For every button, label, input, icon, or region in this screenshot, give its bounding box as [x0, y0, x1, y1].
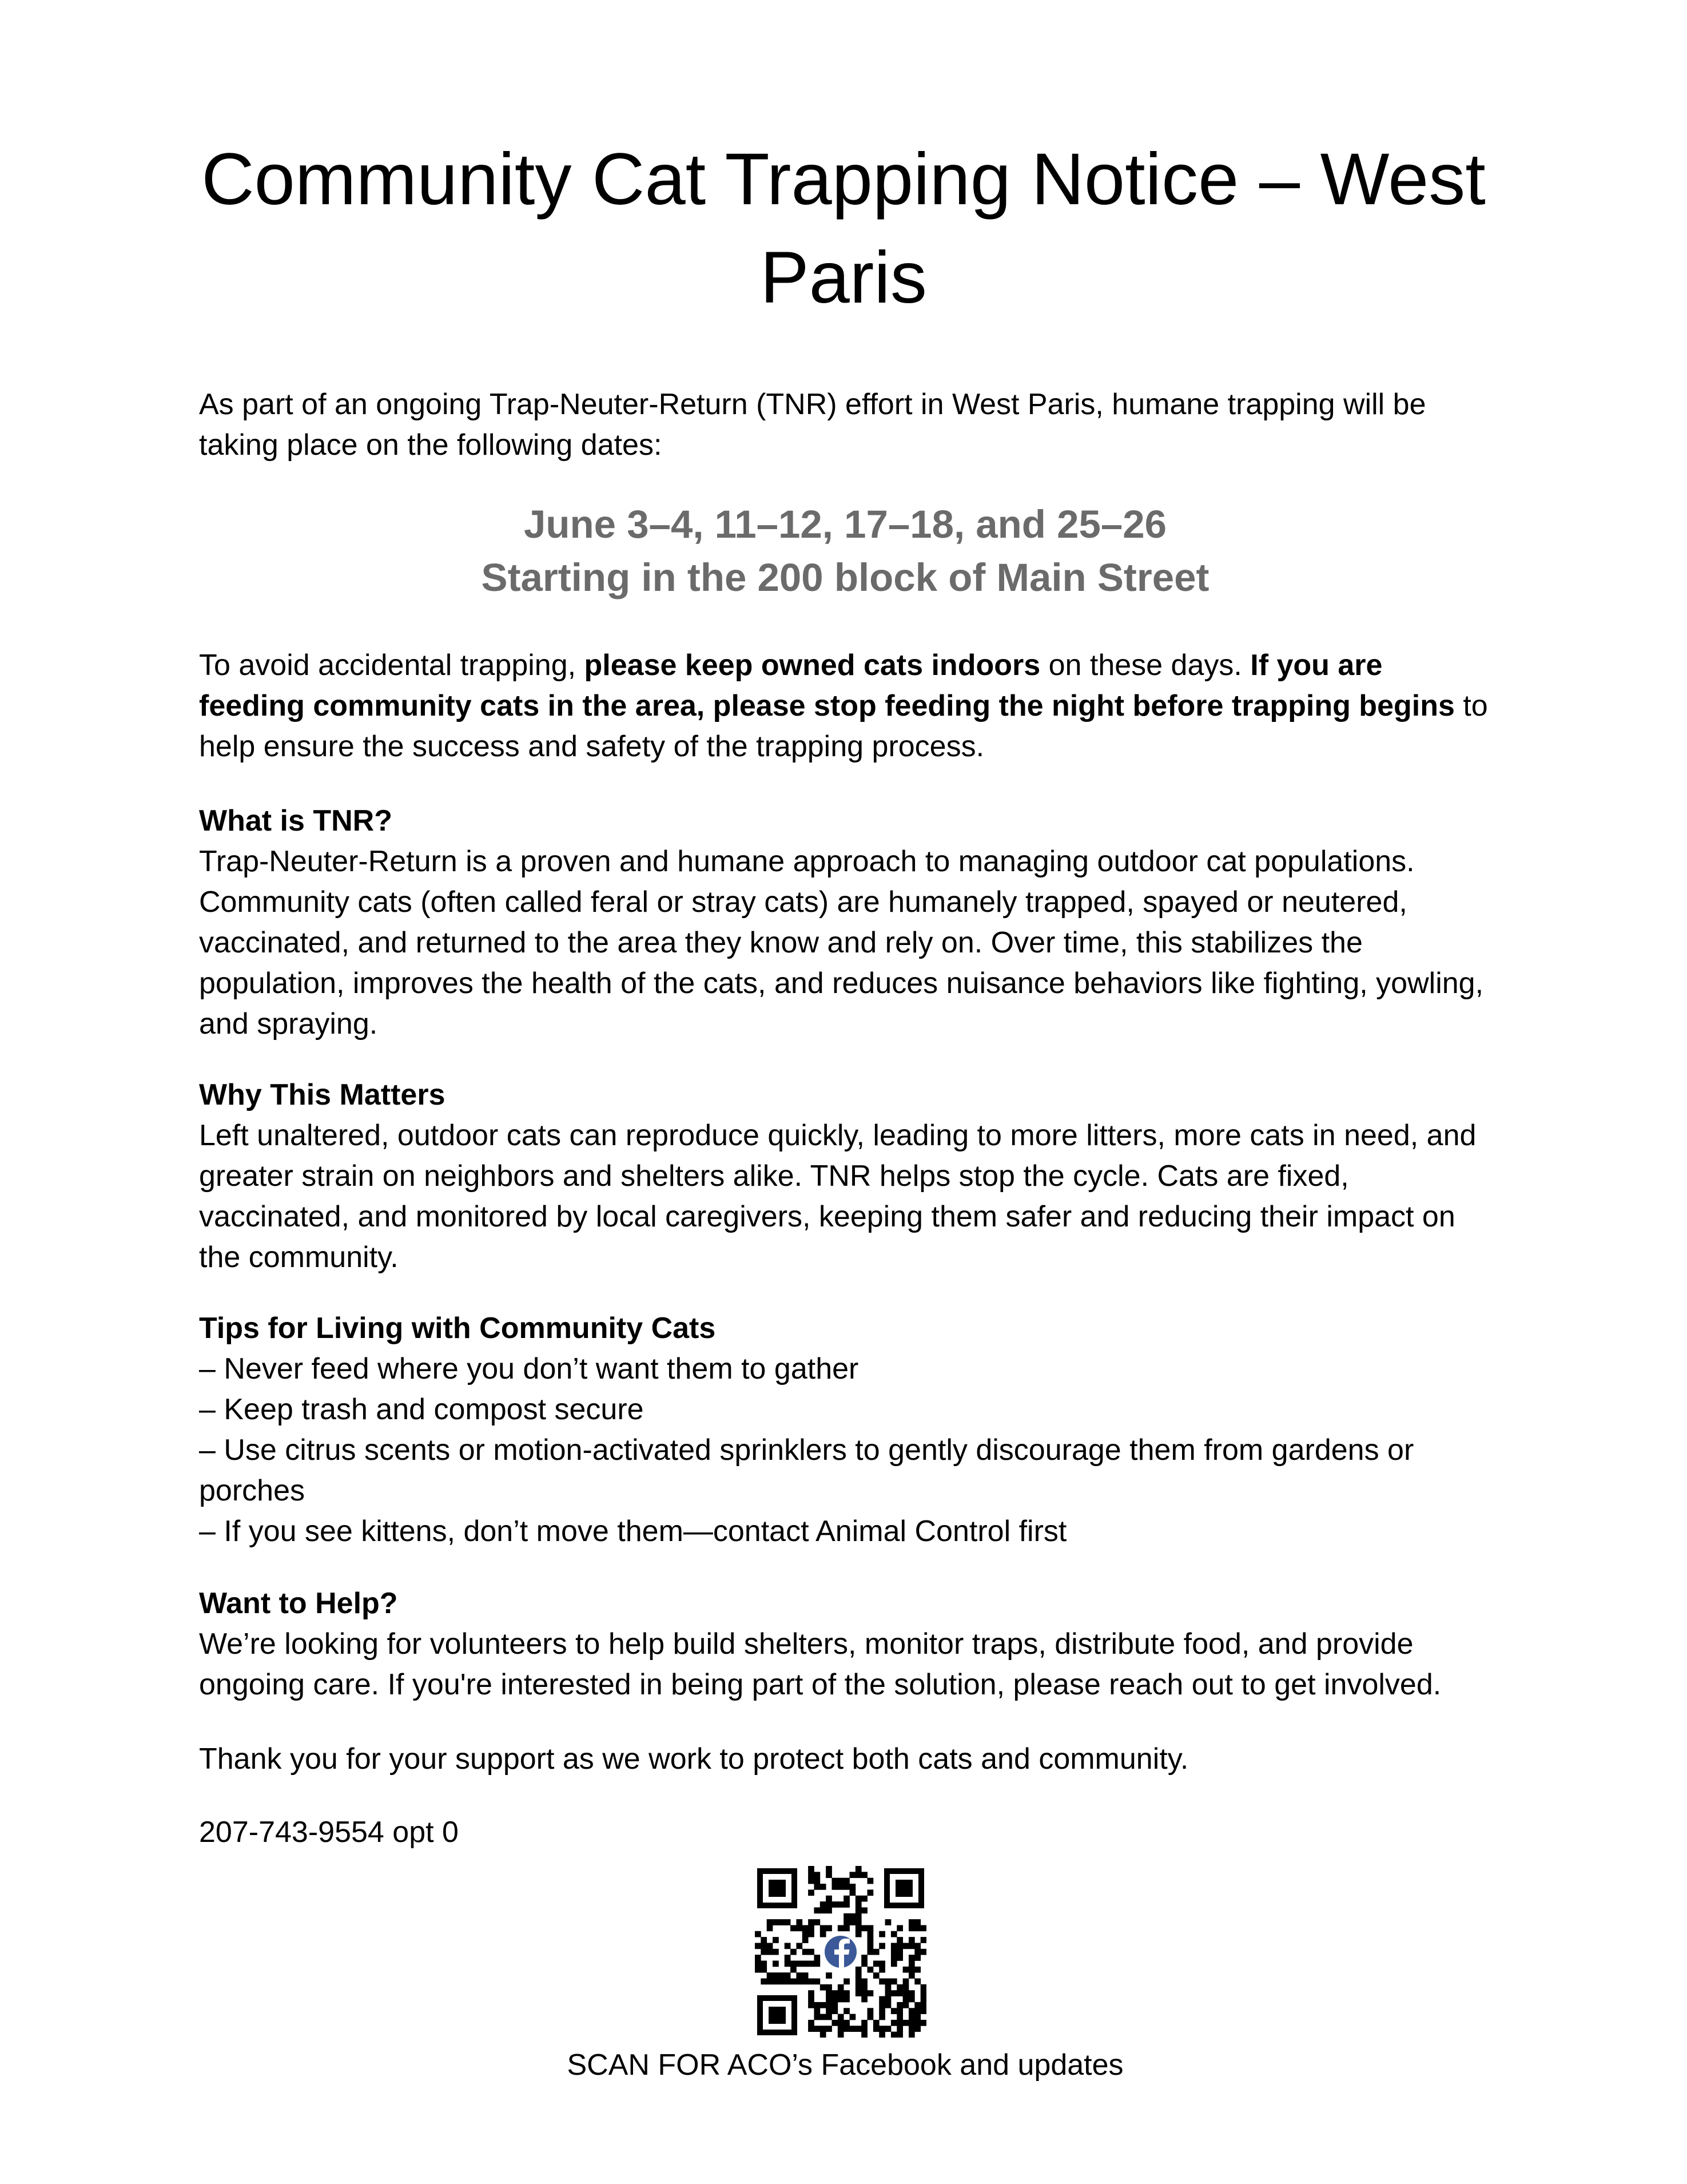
- tip-item: – Keep trash and compost secure: [199, 1393, 644, 1426]
- what-is-tnr-heading: What is TNR?: [199, 804, 392, 837]
- tips-heading: Tips for Living with Community Cats: [199, 1312, 716, 1345]
- avoid-text-3: to help ensure the success and safety of the trapping process.: [199, 689, 1488, 763]
- what-is-tnr-section: [199, 801, 1491, 1045]
- trapping-dates: June 3–4, 11–12, 17–18, and 25–26: [523, 502, 1167, 546]
- qr-caption: SCAN FOR ACO’s Facebook and updates: [567, 2048, 1124, 2082]
- avoid-bold-1: please keep owned cats indoors: [584, 649, 1041, 682]
- qr-code-graphic: [755, 1866, 926, 2038]
- want-to-help-text: We’re looking for volunteers to help build shelters, monitor traps, distribute food, and provide ongoing care. If you're interested in being part of the solution, please reach out to get involved.: [199, 1627, 1442, 1701]
- avoid-trapping-paragraph: [199, 645, 1491, 767]
- want-to-help-section: [199, 1583, 1491, 1705]
- thank-you-text: Thank you for your support as we work to protect both cats and community.: [199, 1742, 1189, 1776]
- avoid-text-1: To avoid accidental trapping,: [199, 649, 584, 682]
- page-title: Community Cat Trapping Notice – West Paris: [201, 138, 1486, 319]
- tip-item: – Use citrus scents or motion-activated sprinklers to gently discourage them from gardens or porches: [199, 1434, 1414, 1507]
- want-to-help-heading: Want to Help?: [199, 1587, 398, 1620]
- avoid-text-2: on these days.: [1040, 649, 1251, 682]
- why-this-matters-text: Left unaltered, outdoor cats can reproduce quickly, leading to more litters, more cats in need, and greater strain on neighbors and shelters alike. TNR helps stop the cycle. Cats are fixed, vaccinated, and monitored by local caregivers, keeping them safer and reducing their impact on the community.: [199, 1119, 1477, 1274]
- trapping-dates-block: [199, 498, 1491, 604]
- facebook-icon: [821, 1932, 860, 1971]
- why-this-matters-heading: Why This Matters: [199, 1078, 445, 1111]
- what-is-tnr-text: Trap-Neuter-Return is a proven and humane approach to managing outdoor cat populations. Community cats (often called feral or stray cats) are humanely trapped, spayed or neutered, vaccinated, and returned to the area they know and rely on. Over time, this stabilizes the population, improves the health of the cats, and reduces nuisance behaviors like fighting, yowling, and spraying.: [199, 845, 1484, 1041]
- tips-section: [199, 1308, 1491, 1552]
- trapping-location: Starting in the 200 block of Main Street: [481, 555, 1209, 599]
- tip-item: – Never feed where you don’t want them to gather: [199, 1352, 859, 1385]
- qr-code-icon[interactable]: [755, 1866, 926, 2038]
- why-this-matters-section: [199, 1075, 1491, 1278]
- avoid-bold-2: If you are feeding community cats in the area, please stop feeding the night before trapping begins: [199, 649, 1455, 722]
- intro-paragraph: As part of an ongoing Trap-Neuter-Return (TNR) effort in West Paris, humane trapping will be taking place on the following dates:: [199, 388, 1426, 462]
- phone-number: 207-743-9554 opt 0: [199, 1816, 459, 1849]
- tip-item: – If you see kittens, don’t move them—contact Animal Control first: [199, 1515, 1067, 1548]
